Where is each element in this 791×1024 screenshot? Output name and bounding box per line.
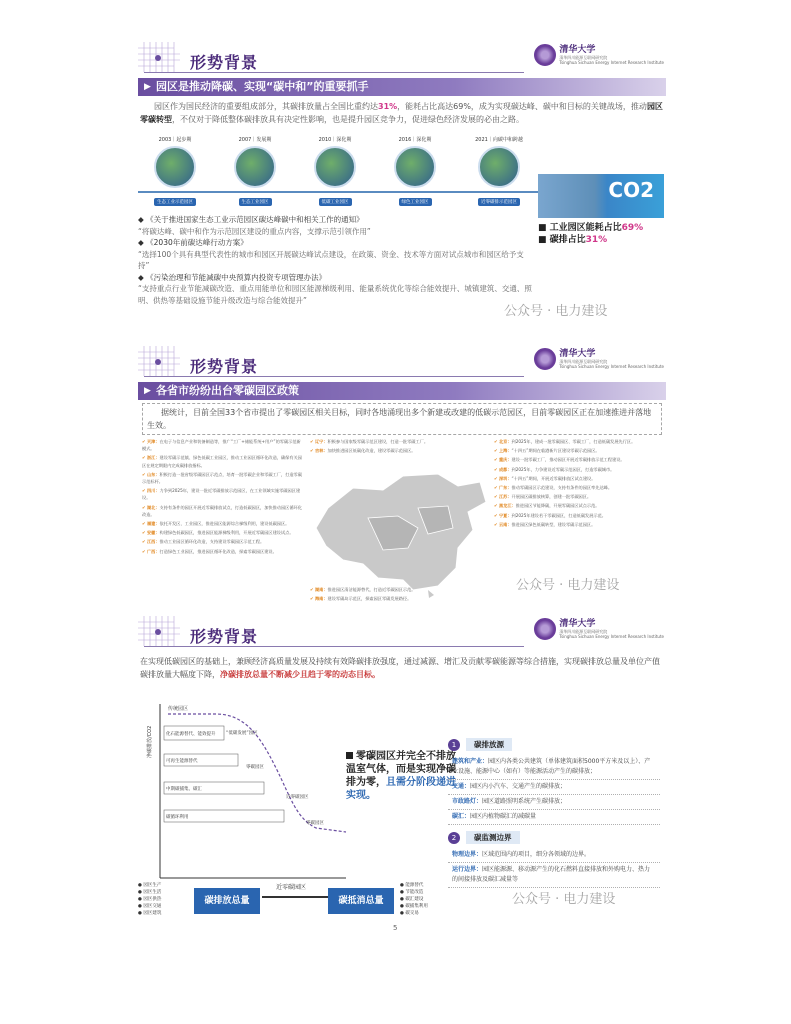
boundary-item: [448, 755, 660, 780]
policy-text: 推动工业园区循环化改造，支持建设零碳园区示范工程。: [159, 539, 265, 545]
list-item: ● 碳交易: [400, 911, 419, 916]
graph-row: 碳循环利用: [166, 815, 189, 820]
bullet-square-icon: [346, 752, 353, 759]
graph-row: 可再生能源替代: [166, 759, 198, 764]
section-heading-text: 各省市纷纷出台零碳园区政策: [156, 384, 299, 397]
para-bold: 园区零碳转型: [140, 102, 663, 124]
offset-total-box: 碳抵消总量: [328, 888, 394, 914]
policy-region: ✔ 黑龙江：: [494, 503, 516, 509]
policy-text: 推动零碳园区示范建设，支持有条件的园区率先达峰。: [511, 485, 613, 491]
policy-region: ✔ 云南：: [494, 521, 512, 527]
stat-energy: ■ 工业园区能耗占比69%: [538, 223, 644, 233]
intro-text: 在实现低碳园区的基础上，兼顾经济高质量发展及持续有效降碳排放强度，通过减源、增汇及贡献零碳能源等综合措施，实现碳排放总量及单位产值碳排放量大幅度下降，: [140, 657, 660, 679]
park-photo-icon: [478, 146, 520, 188]
timeline-year: 2007｜发展期: [238, 137, 272, 143]
policy-text: “十四五”期间，开展近零碳排放区试点建设。: [511, 475, 596, 481]
zone-label: “低碳发展”园区: [226, 731, 258, 736]
page-title: 形势背景: [190, 627, 259, 646]
policy-item: [494, 512, 662, 519]
panel-heading: [448, 738, 660, 751]
policy-item: [142, 438, 302, 452]
policy-text: 加快推进园区低碳化改造，建设零碳示范园区。: [327, 448, 416, 454]
title-underline: [144, 646, 524, 647]
bullet-title: ◆ 《污染治理和节能减碳中央预算内投资专项管理办法》: [138, 272, 327, 282]
step-number-icon: 1: [448, 739, 460, 751]
boundary-label: 运行边界：: [452, 866, 483, 873]
boundary-label: 碳汇：: [452, 813, 471, 820]
boundary-label: 建筑和产业：: [452, 758, 489, 765]
para-highlight: 31%: [378, 102, 398, 111]
watermark: 公众号 · 电力建设: [516, 578, 620, 593]
list-item: ● 碳捕集利用: [400, 904, 428, 909]
policy-item: [494, 466, 662, 473]
panel-items: [448, 848, 660, 888]
policy-text: 建设零碳示范镇、绿色低碳工业园区，推动工业园区循环化改造，确保有关园区在规定期限内完成碳排放指标。: [142, 455, 302, 468]
policy-item: [310, 595, 490, 602]
paragraph: [138, 96, 666, 130]
grid-decoration-icon: [138, 346, 198, 376]
policy-item: [494, 484, 662, 491]
note-text: 零碳园区并完全不排放温室气体，而是实现净碳排为零，: [346, 751, 456, 788]
slide-header: [138, 38, 666, 78]
bullet-title-text: 《关于推进国家生态工业示范园区碳达峰碳中和相关工作的通知》: [146, 215, 364, 224]
park-photo-icon: [394, 146, 436, 188]
zone-label: 零碳园区: [306, 821, 324, 826]
title-underline: [144, 72, 524, 73]
page-number: 5: [393, 924, 398, 932]
logo-sub: 清华四川能源互联网研究院: [559, 55, 608, 60]
bullet-title-text: 《污染治理和节能减碳中央预算内投资专项管理办法》: [146, 272, 327, 282]
stat-label: 工业园区能耗占比: [549, 223, 622, 233]
panel-title: 碳监测边界: [466, 831, 520, 844]
play-arrow-icon: ▶: [144, 82, 151, 92]
logo-en: Tsinghua Sichuan Energy Internet Research Institute: [559, 364, 664, 369]
list-item: ● 园区交通: [138, 904, 162, 909]
logo-name: 清华大学: [559, 619, 596, 629]
emission-total-box: 碳排放总量: [194, 888, 260, 914]
stat-value: 31%: [585, 235, 608, 245]
policy-text: 推进园区清洁能源替代，打造近零碳园区示范。: [327, 587, 416, 592]
policy-text: 推进园区节能降碳，开展零碳园区试点示范。: [515, 503, 600, 509]
panel-items: [448, 755, 660, 825]
title-underline: [144, 376, 524, 377]
para-text: 园区作为国民经济的重要组成部分，其碳排放量占全国比重约达: [154, 102, 378, 111]
tsinghua-seal-icon: [534, 618, 556, 640]
boundary-label: 交通：: [452, 783, 471, 790]
policy-item: [494, 456, 662, 463]
boundary-text: 区域范围内的项目，细分各领域的边界。: [482, 851, 591, 858]
slide-1: [138, 38, 666, 334]
policy-text: 打造绿色工业园区，推进园区循环化改造，探索零碳园区建设。: [159, 548, 277, 554]
bullet-title: ◆ 《2030年前碳达峰行动方案》: [138, 238, 248, 247]
boundary-panel: [448, 738, 660, 888]
timeline-item: [384, 136, 446, 207]
para-text: ，不仅对于降低整体碳排放具有决定性影响，也是提升园区竞争力，促进绿色经济发展的必由之路。: [172, 115, 524, 124]
policy-region: ✔ 北京：: [494, 439, 512, 444]
park-photo-icon: [314, 146, 356, 188]
boundary-item: [448, 810, 660, 825]
policy-item: [142, 520, 302, 527]
policy-column-bottom: [310, 586, 490, 604]
boundary-text: 园区道路照明系统产生碳排放；: [482, 798, 567, 805]
slide-2: [138, 342, 666, 604]
slide-3: [138, 612, 666, 938]
zone-label: 零碳园区: [246, 765, 264, 770]
policy-region: ✔ 重庆：: [494, 457, 512, 463]
policy-text: 开展园区碳排放核算，创建一批零碳园区。: [511, 494, 592, 500]
park-photo-icon: [234, 146, 276, 188]
policy-text: 到2025年建设若干零碳园区，打造低碳发展示范。: [511, 512, 606, 518]
para-text: ，能耗占比高达69%，成为实现碳达峰、碳中和目标的关键战场，推动: [397, 102, 647, 111]
policy-item: [142, 487, 302, 501]
policy-region: ✔ 广西：: [142, 548, 160, 554]
policy-item: [142, 538, 302, 545]
logo-name: 清华大学: [559, 45, 596, 55]
policy-region: ✔ 天津：: [142, 439, 160, 444]
timeline-item: [144, 136, 206, 207]
stat-carbon: ■ 碳排占比31%: [538, 235, 608, 245]
section-heading-text: 园区是推动降碳、实现“碳中和”的重要抓手: [156, 80, 369, 93]
watermark: 公众号 · 电力建设: [512, 892, 616, 907]
timeline-tag: 低碳工业园区: [319, 198, 352, 206]
list-item: ● 园区建筑: [138, 911, 162, 916]
tsinghua-logo: [534, 44, 664, 66]
boundary-item: [448, 780, 660, 795]
logo-en: Tsinghua Sichuan Energy Internet Research Institute: [559, 634, 664, 639]
policy-text: 在电子与信息产业和装备制造等，推广“工厂+储能系统+用户”的零碳示范新模式。: [142, 439, 301, 452]
timeline-year: 2016｜深化期: [398, 137, 432, 143]
graph-row: 中期碳捕集、碳汇: [166, 787, 202, 792]
boundary-text: 园区内各类公共建筑（单体建筑面积5000平方米及以上）、产业设施、能源中心（如有）等能源活动产生的碳排放；: [452, 758, 651, 775]
boundary-text: 园区内植物碳汇的减碳量: [470, 813, 537, 820]
list-item: ● 碳汇建设: [400, 897, 424, 902]
stats-list: [538, 222, 643, 246]
grid-decoration-icon: [138, 616, 198, 646]
boundary-text: 园区能源源、移动源产生的化石燃料直接排放和外购电力、热力的间接排放及碳汇减量等: [452, 866, 651, 883]
policy-text: 积极打造一批省级零碳园区示范点，培育一批零碳企业和零碳工厂，打造零碳示范标杆。: [142, 471, 302, 485]
policy-region: ✔ 深圳：: [494, 475, 512, 481]
logo-en: Tsinghua Sichuan Energy Internet Research Institute: [559, 60, 664, 65]
policy-region: ✔ 山东：: [142, 471, 160, 477]
tsinghua-logo: [534, 348, 664, 370]
near-zero-label: 近零碳园区: [276, 884, 307, 891]
policy-column-middle: [310, 438, 490, 456]
industrial-park-image: [538, 174, 664, 218]
policy-region: ✔ 安徽：: [142, 530, 160, 536]
policy-item: [142, 504, 302, 518]
tsinghua-seal-icon: [534, 348, 556, 370]
list-item: ● 能源替代: [400, 883, 424, 888]
boundary-label: 物理边界：: [452, 851, 483, 858]
timeline-item: [224, 136, 286, 207]
policy-text: “十四五”期间在临港新片区建设零碳示范园区。: [511, 448, 600, 454]
policy-region: ✔ 海南：: [310, 596, 328, 602]
china-map-icon: [308, 468, 493, 598]
emission-path-diagram: [146, 698, 351, 888]
bullet-quote: “支持重点行业节能减碳改造、重点用能单位和园区能源梯级利用、能量系统优化等综合能效提升、城镇建筑、交通、照明、供热等基础设施节能升级改造与综合能效提升”: [138, 284, 532, 305]
policy-text: 积极参与国家级零碳示范区建设，打造一批零碳工厂。: [327, 439, 429, 444]
policy-item: [494, 493, 662, 500]
step-number-icon: 2: [448, 832, 460, 844]
policy-item: [494, 438, 662, 445]
timeline-item: [468, 136, 530, 207]
bullet-quote: “选择100个具有典型代表性的城市和园区开展碳达峰试点建设，在政策、资金、技术等方面对试点城市和园区给予支持”: [138, 249, 524, 270]
slide-header: [138, 342, 666, 382]
boundary-text: 园区内小汽车、交通产生的碳排放；: [470, 783, 567, 790]
policy-region: ✔ 辽宁：: [310, 439, 328, 444]
boundary-item: [448, 795, 660, 810]
bullet-title-text: 《2030年前碳达峰行动方案》: [146, 238, 248, 247]
policy-text: 到2025年，力争建设近零碳示范园区，打造零碳城市。: [511, 466, 615, 472]
timeline-tag: 生态工业园区: [239, 198, 272, 206]
policy-item: [142, 529, 302, 536]
policy-region: ✔ 福建：: [142, 521, 160, 527]
co2-label: CO2: [608, 178, 654, 202]
section-heading: [138, 382, 666, 400]
policy-text: 支持有条件的园区开展近零碳排放试点，打造低碳园区，加快推动园区循环化改造。: [142, 504, 302, 517]
paragraph: 据统计，目前全国33个省市提出了零碳园区相关目标，同时各地涌现出多个新建或改建的低碳示范园区，目前零碳园区正在加速推进并落地生效。: [142, 403, 662, 435]
policy-item: [310, 586, 490, 593]
panel-title: 碳排放源: [466, 738, 512, 751]
policy-bullets: [138, 214, 533, 306]
policy-region: ✔ 四川：: [142, 488, 160, 494]
panel-heading: [448, 831, 660, 844]
policy-text: 建设零碳岛示范区，探索园区零碳发展路径。: [327, 596, 412, 602]
page-title: 形势背景: [190, 53, 259, 72]
policy-item: [494, 475, 662, 482]
page-title: 形势背景: [190, 357, 259, 376]
policy-column-left: [142, 438, 302, 557]
play-arrow-icon: ▶: [144, 386, 151, 396]
logo-name: 清华大学: [559, 349, 596, 359]
zone-label: 传统园区: [168, 706, 189, 712]
offset-measure-list: [400, 882, 428, 917]
policy-item: [142, 548, 302, 555]
watermark: 公众号 · 电力建设: [504, 304, 608, 319]
list-item: ● 节能改造: [400, 890, 424, 895]
policy-text: 到2025年，建成一批零碳园区、零碳工厂，打造低碳发展先行区。: [511, 439, 636, 444]
policy-text: 构建绿色低碳园区，推进园区能源梯级利用，开展近零碳园区建设试点。: [159, 530, 294, 536]
zero-carbon-note: [346, 750, 456, 802]
emission-source-list: [138, 882, 161, 917]
boundary-label: 市政路灯：: [452, 798, 483, 805]
policy-region: ✔ 浙江：: [142, 455, 160, 461]
timeline-year: 2003｜起步期: [158, 137, 192, 143]
policy-item: [142, 471, 302, 485]
graph-row: 化石能源替代、能效提升: [166, 732, 216, 737]
boundary-item: [448, 848, 660, 863]
policy-text: 依托开发区、工业园区，推进园区能源综合梯级利用，建设低碳园区。: [159, 521, 290, 527]
policy-region: ✔ 广东：: [494, 485, 512, 491]
policy-region: ✔ 湖南：: [310, 587, 328, 592]
policy-region: ✔ 宁夏：: [494, 512, 512, 518]
balance-diagram: [138, 882, 458, 932]
policy-region: ✔ 上海：: [494, 448, 512, 454]
policy-item: [494, 447, 662, 454]
tsinghua-logo: [534, 618, 664, 640]
boundary-item: [448, 863, 660, 888]
stat-label: 碳排占比: [549, 235, 586, 245]
policy-item: [310, 438, 490, 445]
zone-label: 近零碳园区: [286, 795, 309, 800]
logo-sub: 清华四川能源互联网研究院: [559, 629, 608, 634]
balance-arrow-icon: [262, 896, 328, 898]
policy-text: 力争到2025年，建设一批近零碳排放示范园区，在工业领域实施零碳园区建设。: [142, 488, 301, 501]
policy-column-right: [494, 438, 662, 530]
paragraph: [138, 652, 666, 684]
policy-item: [494, 502, 662, 509]
policy-region: ✔ 吉林：: [310, 448, 328, 454]
list-item: ● 园区供热: [138, 897, 162, 902]
timeline-item: [304, 136, 366, 207]
timeline-tag: 绿色工业园区: [399, 198, 432, 206]
timeline-year: 2010｜深化期: [318, 137, 352, 143]
logo-sub: 清华四川能源互联网研究院: [559, 359, 608, 364]
grid-decoration-icon: [138, 42, 198, 72]
timeline-year: 2021｜向碳中和跨越: [475, 137, 523, 143]
policy-region: ✔ 江西：: [142, 539, 160, 545]
timeline-tag: 近零碳排示范园区: [478, 198, 520, 206]
list-item: ● 园区生产: [138, 883, 162, 888]
park-photo-icon: [154, 146, 196, 188]
tsinghua-seal-icon: [534, 44, 556, 66]
policy-region: ✔ 江苏：: [494, 494, 512, 500]
policy-item: [494, 521, 662, 528]
note-highlight: 且需分阶段递进实现。: [346, 777, 456, 801]
policy-item: [142, 454, 302, 468]
policy-text: 推进园区绿色低碳转型，建设零碳示范园区。: [511, 521, 596, 527]
slide-header: [138, 612, 666, 652]
y-axis-label: 净碳排放/CO2: [147, 725, 153, 758]
list-item: ● 园区生活: [138, 890, 162, 895]
section-heading: [138, 78, 666, 96]
stat-value: 69%: [621, 223, 644, 233]
policy-item: [310, 447, 490, 454]
bullet-quote: “将碳达峰、碳中和作为示范园区建设的重点内容，支撑示范引领作用”: [138, 226, 371, 236]
bullet-title: ◆ 《关于推进国家生态工业示范园区碳达峰碳中和相关工作的通知》: [138, 215, 364, 224]
intro-highlight: 净碳排放总量不断减少且趋于零的动态目标。: [220, 670, 380, 679]
policy-region: ✔ 成都：: [494, 466, 512, 472]
policy-region: ✔ 湖北：: [142, 504, 160, 510]
timeline-tag: 生态工业示范园区: [154, 198, 196, 206]
policy-area: [138, 438, 666, 628]
policy-text: 建设一批零碳工厂，推动园区开展近零碳排放示范工程建设。: [511, 457, 625, 463]
